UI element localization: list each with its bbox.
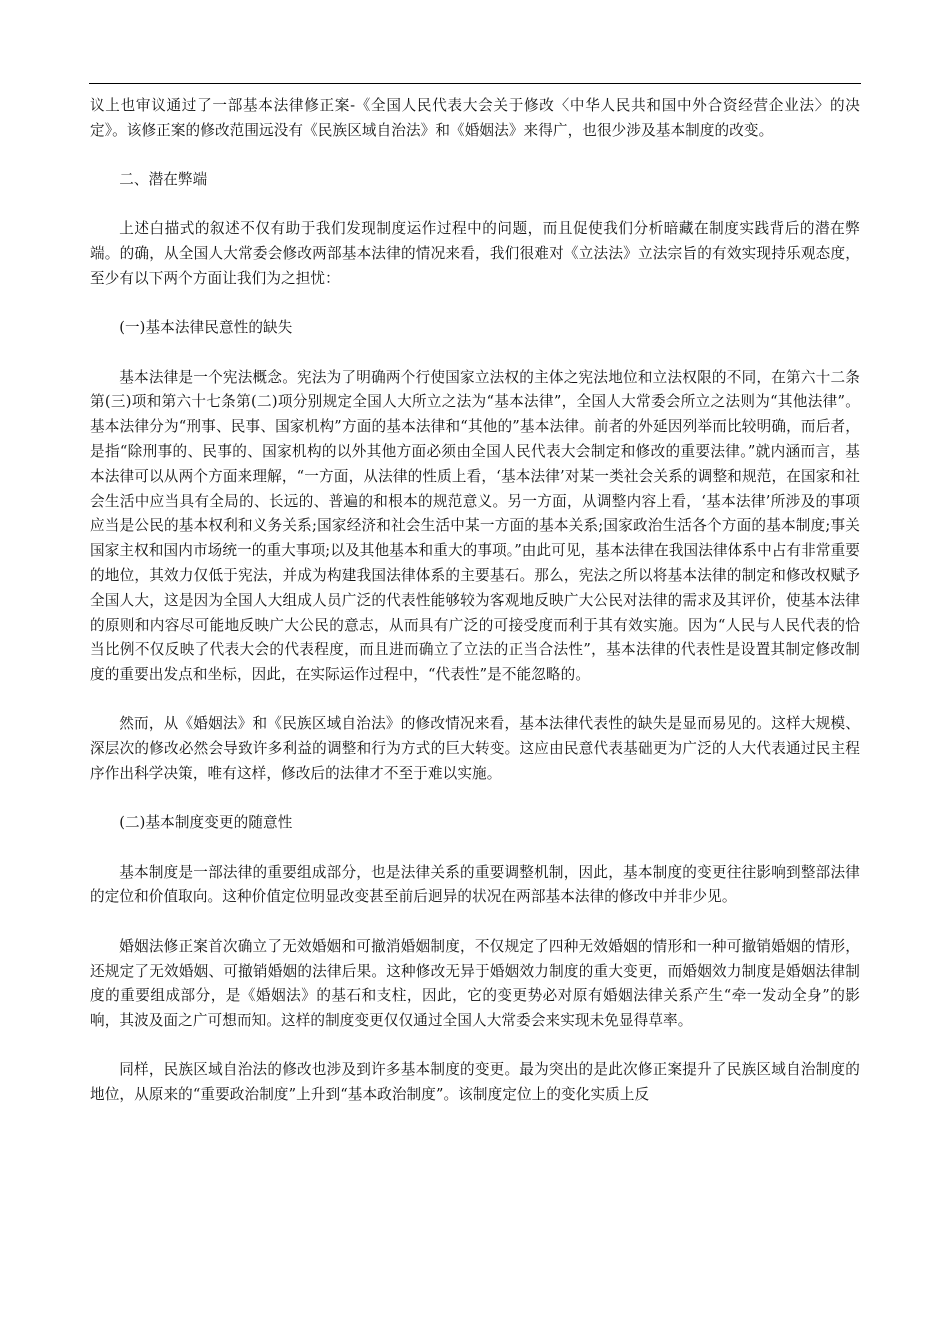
paragraph: 基本法律是一个宪法概念。宪法为了明确两个行使国家立法权的主体之宪法地位和立法权限的不同，在第六十二条第(三)项和第六十七条第(二)项分别规定全国人大所立之法为“基本法律”，全国人大常委会所立之法则为“其他法律”。基本法律分为“刑事、民事、国家机构”方面的基本法律和“其他的”基本法律。前者的外延因列举而比较明确，而后者，是指“除刑事的、民事的、国家机构的以外其他方面必须由全国人民代表大会制定和修改的重要法律。”就内涵而言，基本法律可以从两个方面来理解，“一方面，从法律的性质上看，‘基本法律’对某一类社会关系的调整和规范，在国家和社会生活中应当具有全局的、长远的、普遍的和根本的规范意义。另一方面，从调整内容上看，‘基本法律’所涉及的事项应当是公民的基本权利和义务关系;国家经济和社会生活中某一方面的基本关系;国家政治生活各个方面的基本制度;事关国家主权和国内市场统一的重大事项;以及其他基本和重大的事项。”由此可见，基本法律在我国法律体系中占有非常重要的地位，其效力仅低于宪法，并成为构建我国法律体系的主要基石。那么，宪法之所以将基本法律的制定和修改权赋予全国人大，这是因为全国人大组成人员广泛的代表性能够较为客观地反映广大公民对法律的需求及其评价，使基本法律的原则和内容尽可能地反映广大公民的意志，从而具有广泛的可接受度而利于其有效实施。因为“人民与人民代表的恰当比例不仅反映了代表大会的代表程度，而且进而确立了立法的正当合法性”，基本法律的代表性是设置其制定修改制度的重要出发点和坐标，因此，在实际运作过程中，“代表性”是不能忽略的。 — [90, 368, 860, 684]
document-body — [90, 94, 860, 1108]
paragraph: 然而，从《婚姻法》和《民族区域自治法》的修改情况来看，基本法律代表性的缺失是显而易见的。这样大规模、深层次的修改必然会导致许多利益的调整和行为方式的巨大转变。这应由民意代表基础更为广泛的人大代表通过民主程序作出科学决策，唯有这样，修改后的法律才不至于难以实施。 — [90, 715, 860, 783]
paragraph: 上述白描式的叙述不仅有助于我们发现制度运作过程中的问题，而且促使我们分析暗藏在制度实践背后的潜在弊端。的确，从全国人大常委会修改两部基本法律的情况来看，我们很难对《立法法》立法宗旨的有效实现持乐观态度，至少有以下两个方面让我们为之担忧： — [90, 220, 860, 287]
subsection-heading-representativeness: (一)基本法律民意性的缺失 — [119, 319, 293, 337]
subsection-heading-arbitrariness: (二)基本制度变更的随意性 — [119, 814, 293, 832]
paragraph: 基本制度是一部法律的重要组成部分，也是法律关系的重要调整机制，因此，基本制度的变更往往影响到整部法律的定位和价值取向。这种价值定位明显改变甚至前后迥异的状况在两部基本法律的修改中并非少见。 — [90, 863, 860, 906]
paragraph: 同样，民族区域自治法的修改也涉及到许多基本制度的变更。最为突出的是此次修正案提升了民族区域自治制度的地位，从原来的“重要政治制度”上升到“基本政治制度”。该制度定位上的变化实质上反 — [90, 1061, 860, 1104]
paragraph: 婚姻法修正案首次确立了无效婚姻和可撤消婚姻制度，不仅规定了四种无效婚姻的情形和一种可撤销婚姻的情形，还规定了无效婚姻、可撤销婚姻的法律后果。这种修改无异于婚姻效力制度的重大变更，而婚姻效力制度是婚姻法律制度的重要组成部分，是《婚姻法》的基石和支柱，因此，它的变更势必对原有婚姻法律关系产生“牵一发动全身”的影响，其波及面之广可想而知。这样的制度变更仅仅通过全国人大常委会来实现未免显得草率。 — [90, 937, 860, 1030]
header-rule — [89, 83, 861, 84]
paragraph-continuation: 议上也审议通过了一部基本法律修正案-《全国人民代表大会关于修改〈中华人民共和国中外合资经营企业法〉的决定》。该修正案的修改范围远没有《民族区域自治法》和《婚姻法》来得广，也很少涉及基本制度的改变。 — [90, 97, 860, 139]
section-heading-latent-drawbacks: 二、潜在弊端 — [119, 171, 208, 189]
